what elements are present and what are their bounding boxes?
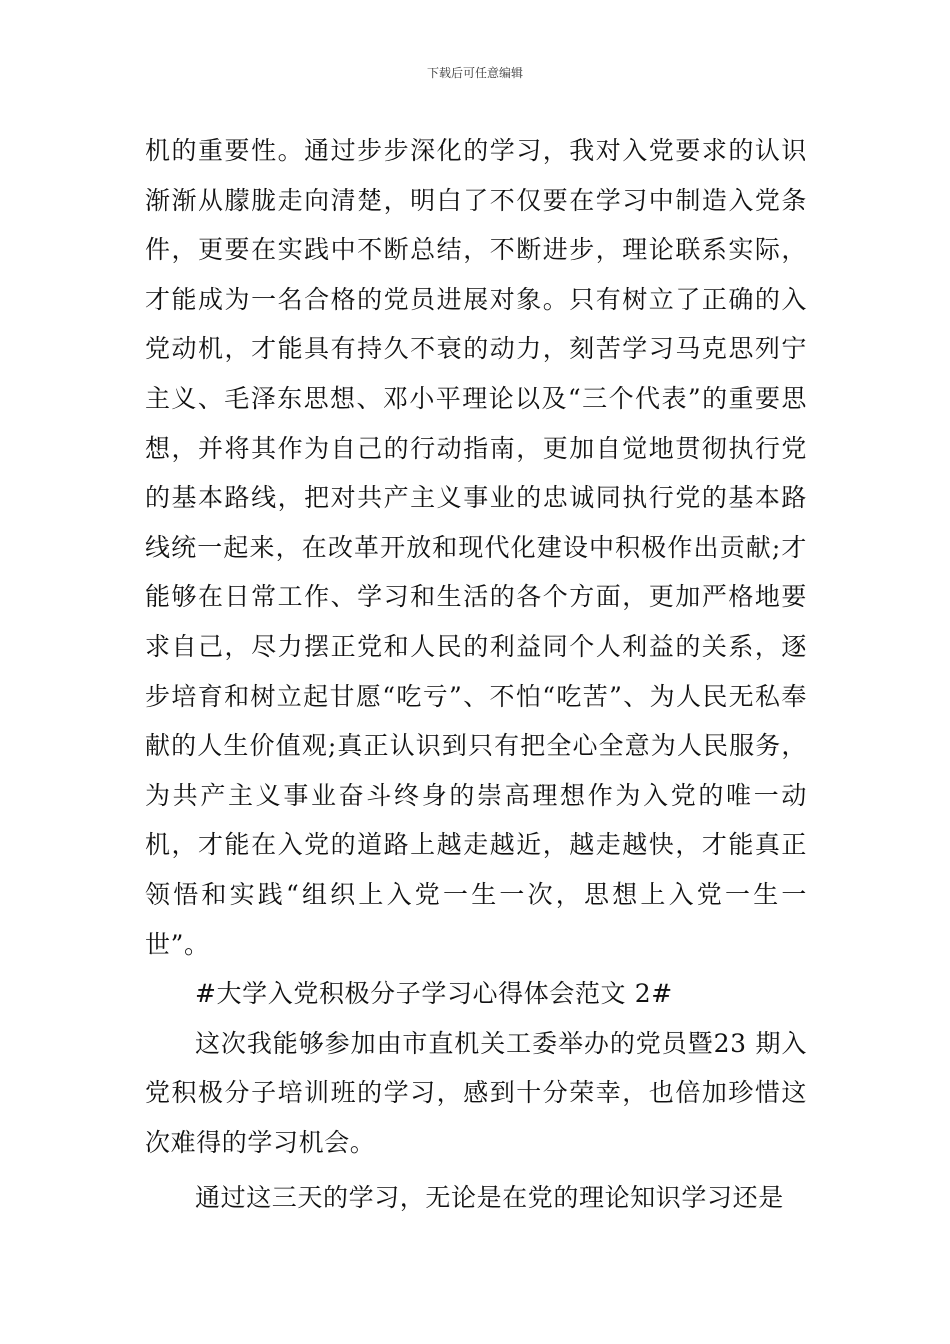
page-header-note: 下载后可任意编辑 bbox=[426, 66, 523, 80]
body-paragraph-3: 通过这三天的学习，无论是在党的理论知识学习还是 bbox=[195, 1183, 784, 1213]
body-paragraph-1: 机的重要性。通过步步深化的学习，我对入党要求的认识渐渐从朦胧走向清楚，明白了不仅要在学习中制造入党条件，更要在实践中不断总结，不断进步，理论联系实际，才能成为一名合格的党员进展对象。只有树立了正确的入党动机，才能具有持久不衰的动力，刻苦学习马克思列宁主义、毛泽东思想、邓小平理论以及“三个代表”的重要思想，并将其作为自己的行动指南，更加自觉地贯彻执行党的基本路线，把对共产主义事业的忠诚同执行党的基本路线统一起来，在改革开放和现代化建设中积极作出贡献;才能够在日常工作、学习和生活的各个方面，更加严格地要求自己，尽力摆正党和人民的利益同个人利益的关系，逐步培育和树立起甘愿“吃亏”、不怕“吃苦”、为人民无私奉献的人生价值观;真正认识到只有把全心全意为人民服务，为共产主义事业奋斗终身的崇高理想作为入党的唯一动机，才能在入党的道路上越走越近，越走越快，才能真正领悟和实践“组织上入党一生一次，思想上入党一生一世”。 bbox=[145, 136, 807, 959]
document-body bbox=[145, 126, 807, 1223]
section-heading: #大学入党积极分子学习心得体会范文 2# bbox=[195, 979, 673, 1009]
body-paragraph-2: 这次我能够参加由市直机关工委举办的党员暨23 期入党积极分子培训班的学习，感到十分荣幸，也倍加珍惜这次难得的学习机会。 bbox=[145, 1028, 807, 1157]
